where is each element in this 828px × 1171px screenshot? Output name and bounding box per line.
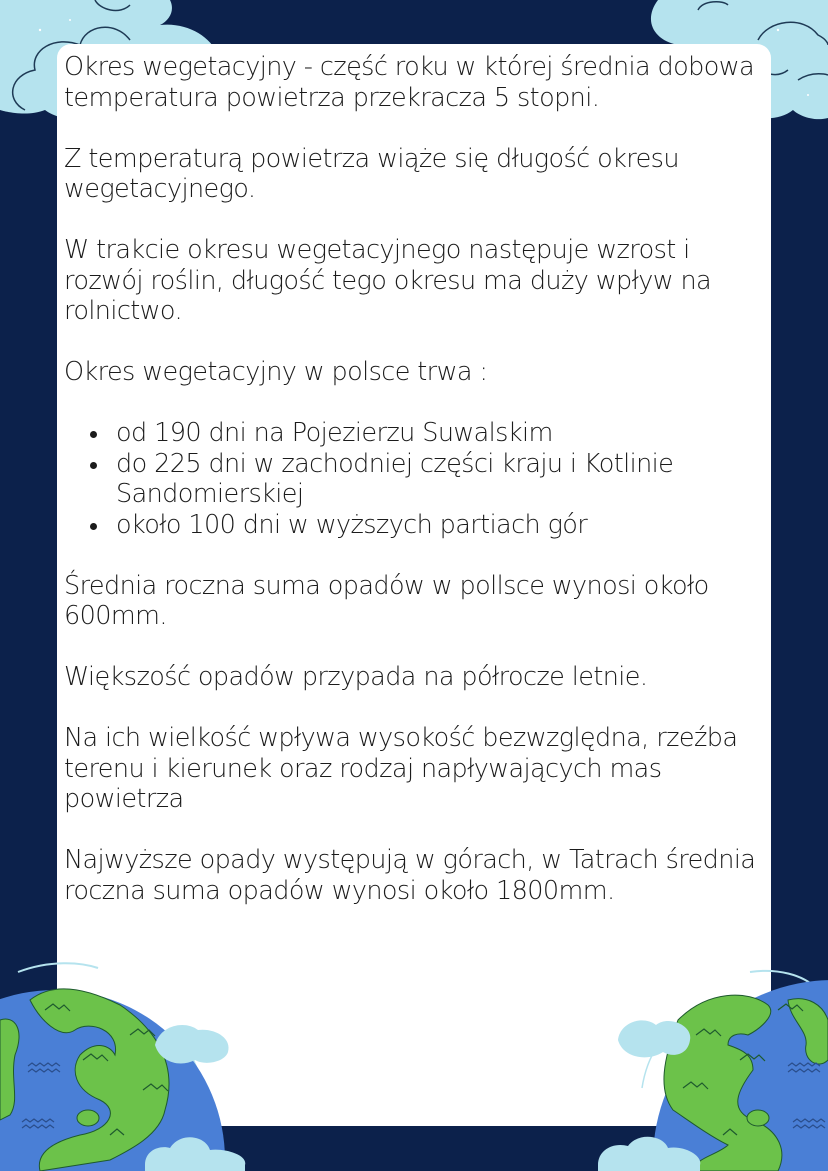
earth-globe-bottom-right-icon bbox=[578, 960, 828, 1171]
paragraph-factors: Na ich wielkość wpływa wysokość bezwzględna, rzeźba terenu i kierunek oraz rodzaj napływających mas powietrza bbox=[64, 723, 738, 814]
paragraph-growth: W trakcie okresu wegetacyjnego następuje wzrost i rozwój roślin, długość tego okresu ma duży wpływ na rolnictwo. bbox=[64, 235, 712, 326]
duration-list bbox=[64, 418, 769, 540]
paragraph-precipitation: Średnia roczna suma opadów w pollsce wynosi około 600mm. bbox=[64, 570, 709, 631]
paragraph-duration-intro: Okres wegetacyjny w polsce trwa : bbox=[64, 357, 488, 387]
document-body bbox=[64, 52, 769, 937]
paragraph-summer: Większość opadów przypada na półrocze letnie. bbox=[64, 662, 648, 692]
paragraph-temperature: Z temperaturą powietrza wiąże się długość okresu wegetacyjnego. bbox=[64, 143, 679, 204]
list-item: do 225 dni w zachodniej części kraju i Kotlinie Sandomierskiej bbox=[116, 449, 769, 510]
earth-globe-bottom-left-icon bbox=[0, 960, 250, 1171]
paragraph-definition: Okres wegetacyjny - część roku w której średnia dobowa temperatura powietrza przekracza 5 stopni. bbox=[64, 52, 754, 113]
list-item: od 190 dni na Pojezierzu Suwalskim bbox=[116, 418, 769, 449]
list-item: około 100 dni w wyższych partiach gór bbox=[116, 510, 769, 541]
paragraph-mountains: Najwyższe opady występują w górach, w Tatrach średnia roczna suma opadów wynosi około 1800mm. bbox=[64, 845, 756, 906]
